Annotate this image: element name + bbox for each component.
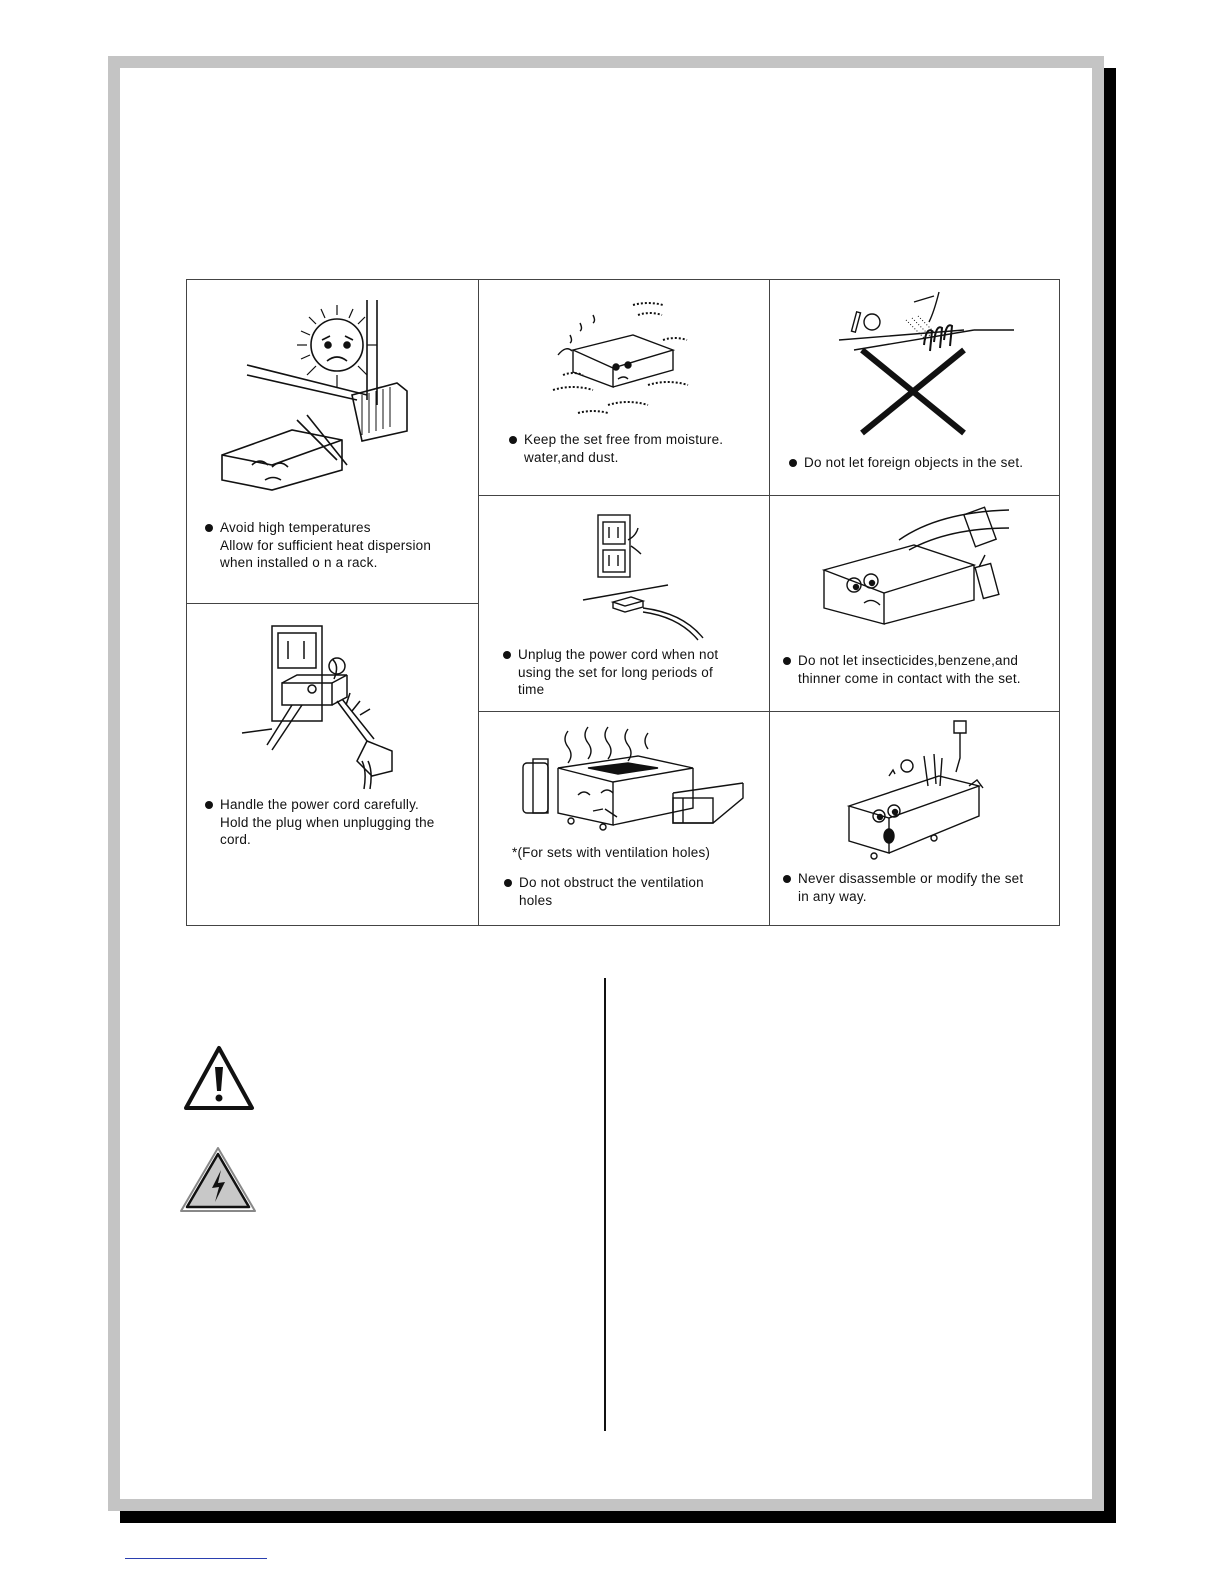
- bullet: [205, 524, 213, 532]
- bullet: [503, 651, 511, 659]
- caption-line: holes: [519, 892, 553, 908]
- safety-precautions-grid: [186, 279, 1060, 926]
- cell-handle-cord-caption: [220, 796, 435, 849]
- cell-moisture: [478, 280, 769, 495]
- blocked-vents-icon: [523, 723, 748, 843]
- bullet: [504, 879, 512, 887]
- caption-line: Handle the power cord carefully.: [220, 797, 419, 812]
- caption-line: water,and dust.: [524, 449, 619, 465]
- bullet: [783, 657, 791, 665]
- cell-ventilation: [478, 711, 769, 927]
- power-plug-hand-icon: [242, 621, 407, 791]
- cell-ventilation-caption: [519, 874, 704, 909]
- column-divider: [604, 978, 606, 1431]
- ventilation-note: *(For sets with ventilation holes): [512, 845, 711, 860]
- cell-unplug: [478, 495, 769, 711]
- cell-foreign-objects: [769, 280, 1061, 495]
- caption-line: Unplug the power cord when not: [518, 647, 719, 662]
- cell-foreign-objects-caption: [804, 454, 1023, 472]
- bullet: [205, 801, 213, 809]
- moisture-dust-icon: [548, 295, 698, 420]
- caption-line: Do not let foreign objects in the set.: [804, 455, 1024, 470]
- caption-line: Do not obstruct the ventilation: [519, 875, 704, 890]
- sun-heater-icon: [217, 295, 427, 495]
- cell-heat: [187, 280, 478, 603]
- footer-link-underline[interactable]: [125, 1558, 267, 1559]
- cell-handle-cord: [187, 603, 478, 927]
- screwdriver-disassemble-icon: [839, 716, 1009, 861]
- bullet: [789, 459, 797, 467]
- caption-line: time: [518, 682, 545, 697]
- cell-chemicals: [769, 495, 1061, 711]
- cell-unplug-caption: [518, 646, 718, 699]
- spray-can-icon: [819, 505, 1014, 625]
- foreign-objects-icon: [834, 290, 994, 440]
- caption-line: Avoid high temperatures: [220, 520, 371, 535]
- cell-heat-caption: [220, 519, 431, 572]
- exclamation-triangle-icon: [183, 1045, 255, 1112]
- caption-line: Never disassemble or modify the set: [798, 871, 1024, 886]
- bullet: [509, 436, 517, 444]
- caption-line: Hold the plug when unplugging the: [220, 814, 435, 830]
- caption-line: in any way.: [798, 888, 867, 904]
- bullet: [783, 875, 791, 883]
- wall-outlet-icon: [583, 510, 713, 640]
- cell-disassemble: [769, 711, 1061, 927]
- caption-line: using the set for long periods of: [518, 664, 713, 680]
- caption-line: when installed o n a rack.: [220, 555, 378, 570]
- cell-disassemble-caption: [798, 870, 1023, 905]
- lightning-triangle-icon: [179, 1146, 257, 1214]
- caption-line: Allow for sufficient heat dispersion: [220, 537, 432, 553]
- cell-chemicals-caption: [798, 652, 1021, 687]
- caption-line: Keep the set free from moisture.: [524, 432, 724, 447]
- caption-line: thinner come in contact with the set.: [798, 670, 1021, 686]
- caption-line: Do not let insecticides,benzene,and: [798, 653, 1019, 668]
- caption-line: cord.: [220, 832, 252, 847]
- cell-moisture-caption: [524, 431, 723, 466]
